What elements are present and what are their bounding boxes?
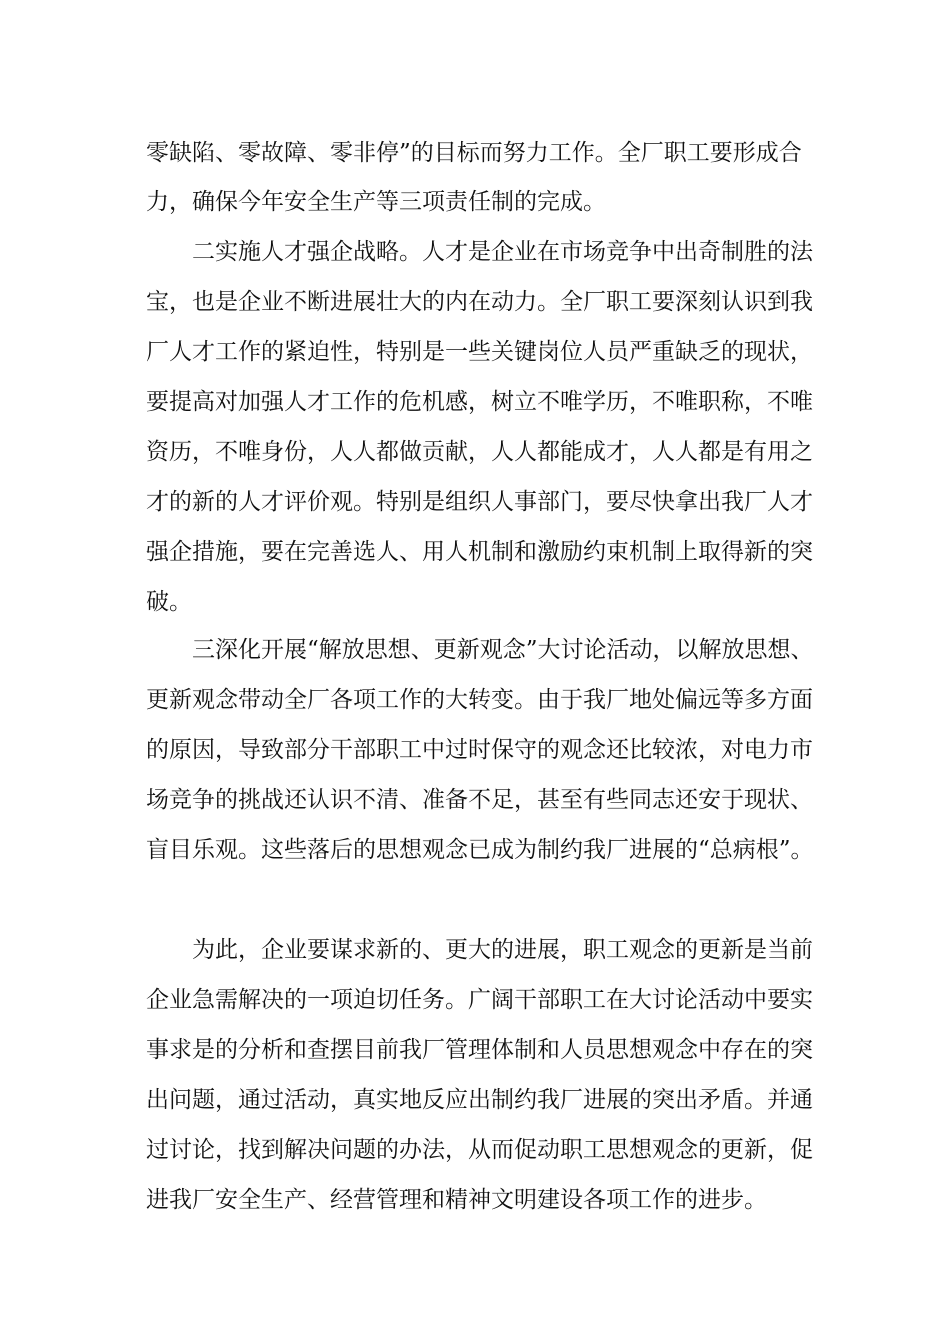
paragraph-4-line-6: 进我厂安全生产、经营管理和精神文明建设各项工作的进步。 — [146, 1187, 767, 1213]
paragraph-3-line-4: 场竞争的挑战还认识不清、准备不足，甚至有些同志还安于现状、 — [146, 787, 813, 813]
paragraph-2-line-3: 厂人才工作的紧迫性，特别是一些关键岗位人员严重缺乏的现状， — [146, 339, 813, 365]
paragraph-2-line-5: 资历，不唯身份，人人都做贡献，人人都能成才，人人都是有用之 — [146, 439, 813, 465]
paragraph-2-line-6: 才的新的人才评价观。特别是组织人事部门，要尽快拿出我厂人才 — [146, 489, 813, 515]
paragraph-3-line-1: 三深化开展“解放思想、更新观念”大讨论活动，以解放思想、 — [192, 637, 814, 663]
paragraph-2-line-2: 宝，也是企业不断进展壮大的内在动力。全厂职工要深刻认识到我 — [146, 289, 813, 315]
paragraph-1-line-1: 零缺陷、零故障、零非停”的目标而努力工作。全厂职工要形成合 — [146, 140, 802, 166]
paragraph-4-line-1: 为此，企业要谋求新的、更大的进展，职工观念的更新是当前 — [192, 937, 813, 963]
paragraph-1-line-2: 力，确保今年安全生产等三项责任制的完成。 — [146, 189, 606, 215]
paragraph-2-line-1: 二实施人才强企战略。人才是企业在市场竞争中出奇制胜的法 — [192, 239, 813, 265]
paragraph-2-line-8: 破。 — [146, 589, 192, 615]
paragraph-2-line-4: 要提高对加强人才工作的危机感，树立不唯学历，不唯职称，不唯 — [146, 389, 813, 415]
paragraph-3-line-3: 的原因，导致部分干部职工中过时保守的观念还比较浓，对电力市 — [146, 737, 813, 763]
paragraph-2-line-7: 强企措施，要在完善选人、用人机制和激励约束机制上取得新的突 — [146, 539, 813, 565]
paragraph-4-line-2: 企业急需解决的一项迫切任务。广阔干部职工在大讨论活动中要实 — [146, 987, 813, 1013]
paragraph-3-line-2: 更新观念带动全厂各项工作的大转变。由于我厂地处偏远等多方面 — [146, 687, 813, 713]
paragraph-4-line-5: 过讨论，找到解决问题的办法，从而促动职工思想观念的更新，促 — [146, 1137, 813, 1163]
paragraph-4-line-4: 出问题，通过活动，真实地反应出制约我厂进展的突出矛盾。并通 — [146, 1087, 813, 1113]
paragraph-3-line-5: 盲目乐观。这些落后的思想观念已成为制约我厂进展的“总病根”。 — [146, 837, 814, 863]
paragraph-4-line-3: 事求是的分析和查摆目前我厂管理体制和人员思想观念中存在的突 — [146, 1037, 813, 1063]
